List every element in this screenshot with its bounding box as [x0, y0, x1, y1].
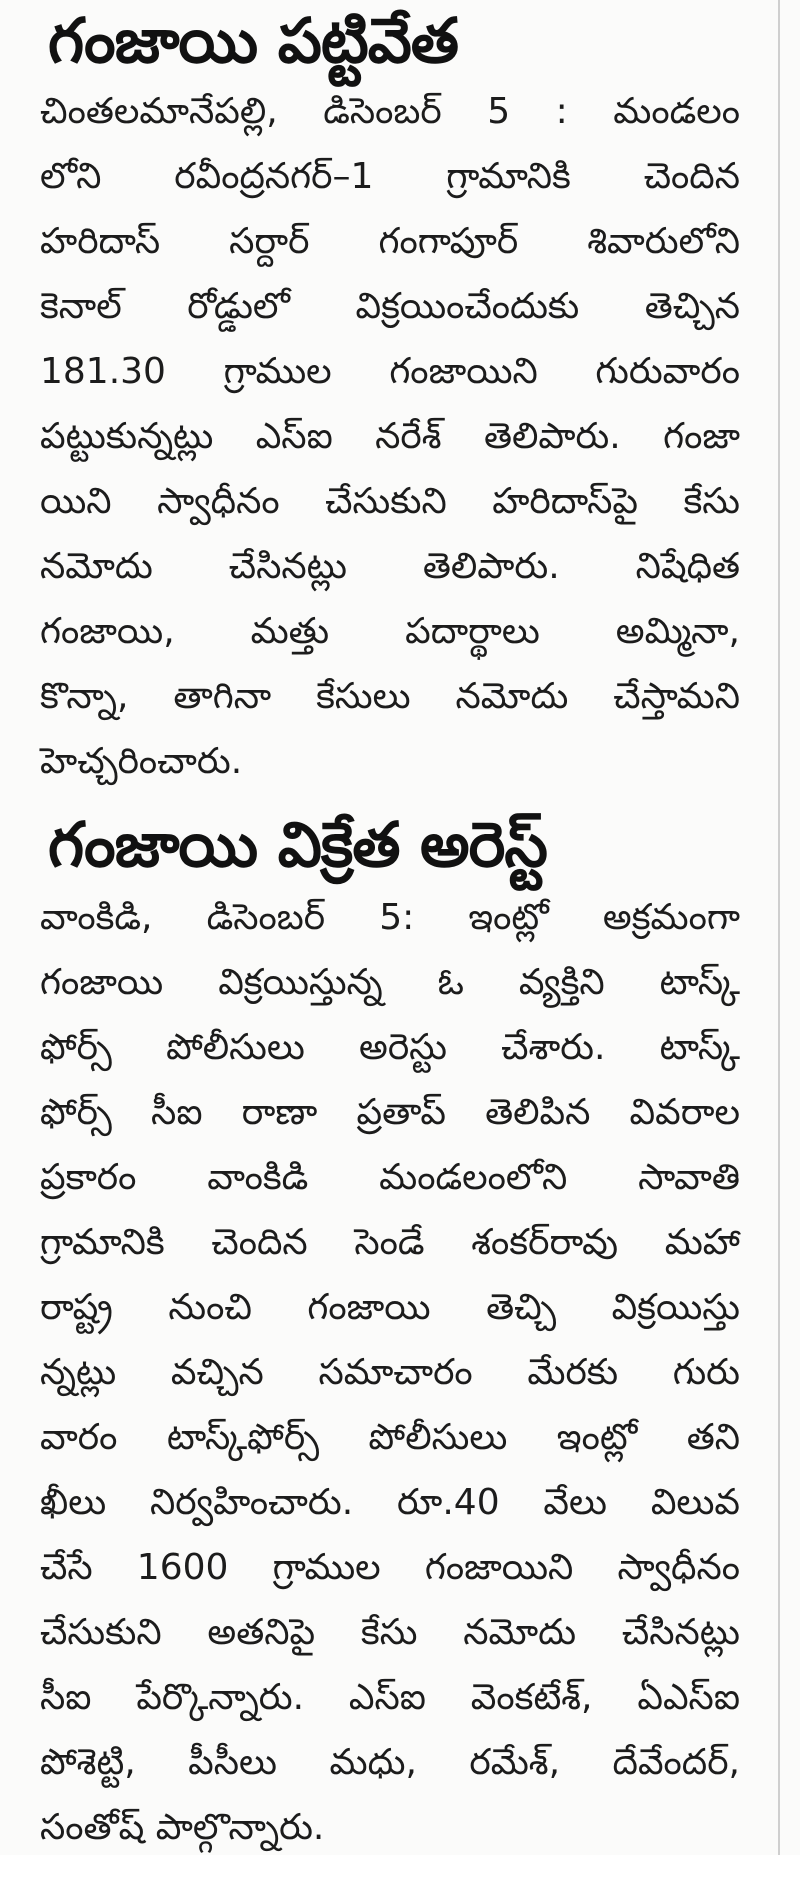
- text-line: సంతోష్ పాల్గొన్నారు.: [40, 1807, 325, 1849]
- text-line: గ్రామానికి చెందిన సెండే శంకర్‌రావు మహా: [40, 1222, 740, 1264]
- text-line: వారం టాస్క్‌ఫోర్స్ పోలీసులు ఇంట్లో తని: [40, 1417, 740, 1459]
- text-line: గంజాయి, మత్తు పదార్థాలు అమ్మినా,: [40, 611, 740, 653]
- text-line: ఖీలు నిర్వహించారు. రూ.40 వేలు విలువ: [40, 1482, 740, 1524]
- text-line: లోని రవీంద్రనగర్–1 గ్రామానికి చెందిన: [40, 156, 740, 198]
- text-line: నమోదు చేసినట్లు తెలిపారు. నిషేధిత: [40, 546, 740, 588]
- text-line: హెచ్చరించారు.: [40, 741, 243, 783]
- text-line: రాష్ట్ర నుంచి గంజాయి తెచ్చి విక్రయిస్తు: [40, 1287, 740, 1329]
- text-line: వాంకిడి, డిసెంబర్ 5: ఇంట్లో అక్రమంగా: [40, 897, 740, 939]
- text-line: పోశెట్టి, పీసీలు మధు, రమేశ్, దేవేందర్,: [40, 1742, 740, 1784]
- text-line: చేసుకుని అతనిపై కేసు నమోదు చేసినట్లు: [40, 1612, 740, 1654]
- text-line: సీఐ పేర్కొన్నారు. ఎస్ఐ వెంకటేశ్, ఏఎస్ఐ: [40, 1677, 740, 1719]
- text-line: కొన్నా, తాగినా కేసులు నమోదు చేస్తామని: [40, 676, 740, 718]
- article-ganja-seizure: [0, 4, 760, 794]
- text-line: పట్టుకున్నట్లు ఎస్ఐ నరేశ్ తెలిపారు. గంజా: [40, 416, 740, 458]
- text-line: చేసే 1600 గ్రాముల గంజాయిని స్వాధీనం: [40, 1547, 740, 1589]
- text-line: ఫోర్స్ సీఐ రాణా ప్రతాప్ తెలిపిన వివరాల: [40, 1092, 740, 1134]
- article-headline: గంజాయి పట్టివేత: [48, 4, 459, 77]
- text-line: ఫోర్స్ పోలీసులు అరెస్టు చేశారు. టాస్క్: [40, 1027, 740, 1069]
- text-line: గంజాయి విక్రయిస్తున్న ఓ వ్యక్తిని టాస్క్: [40, 962, 740, 1004]
- text-line: హరిదాస్ సర్దార్ గంగాపూర్ శివారులోని: [40, 221, 740, 263]
- article-body: [0, 885, 760, 1885]
- text-line: చింతలమానేపల్లి, డిసెంబర్ 5 : మండలం: [40, 91, 740, 133]
- article-ganja-seller-arrest: [0, 808, 760, 1885]
- text-line: యిని స్వాధీనం చేసుకుని హరిదాస్‌పై కేసు: [40, 481, 740, 523]
- text-line: న్నట్లు వచ్చిన సమాచారం మేరకు గురు: [40, 1352, 740, 1394]
- article-headline: గంజాయి విక్రేత అరెస్ట్: [48, 808, 547, 881]
- column-divider: [778, 0, 780, 1855]
- article-body: [0, 79, 760, 794]
- text-line: కెనాల్ రోడ్డులో విక్రయించేందుకు తెచ్చిన: [40, 286, 740, 328]
- text-line: ప్రకారం వాంకిడి మండలంలోని సావాతి: [40, 1157, 740, 1199]
- text-line: 181.30 గ్రాముల గంజాయిని గురువారం: [40, 351, 740, 393]
